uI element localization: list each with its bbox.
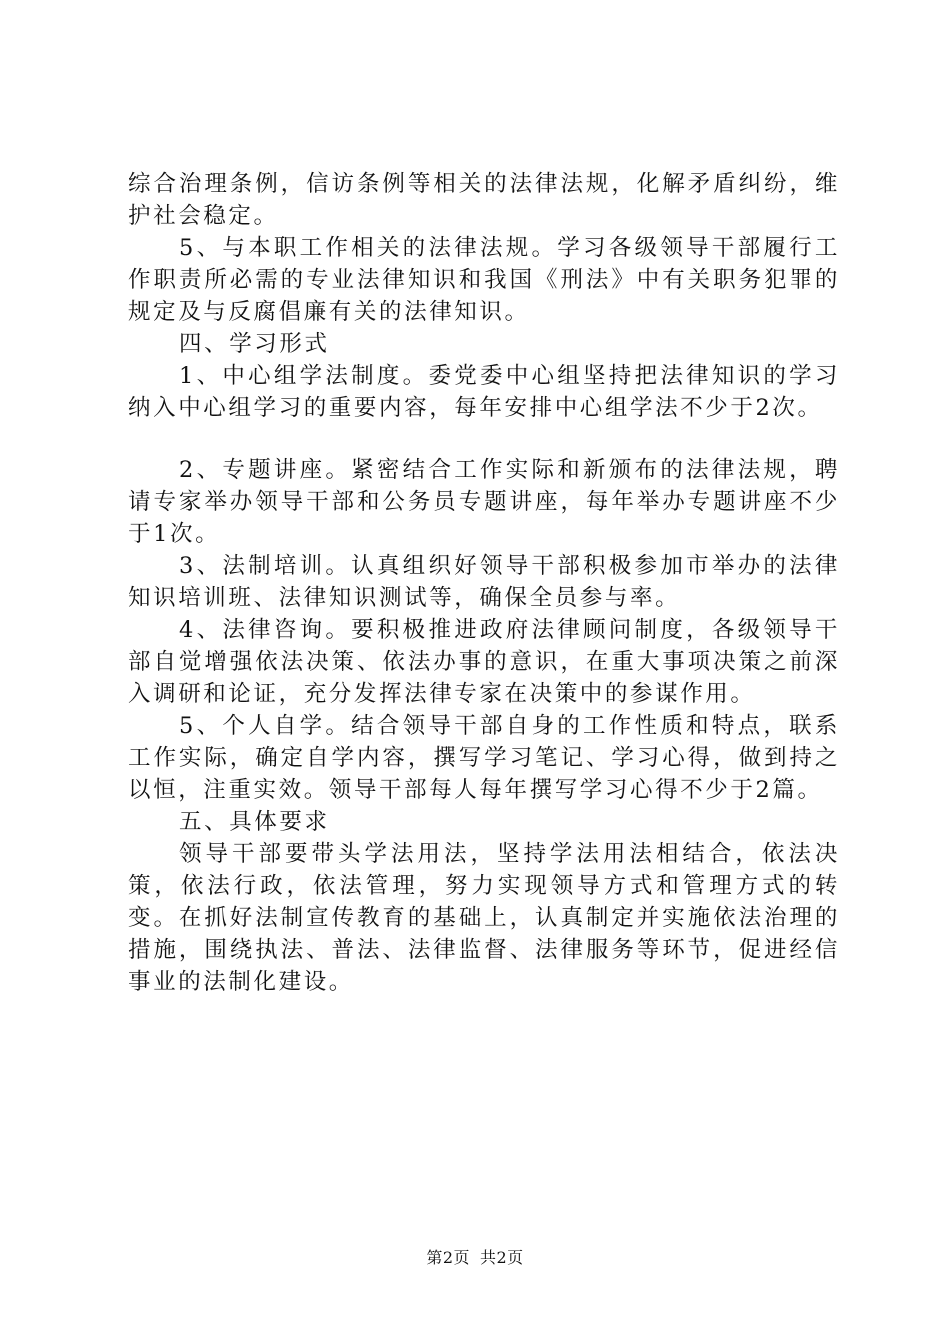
paragraph-item-4-consulting: 4、法律咨询。要积极推进政府法律顾问制度，各级领导干部自觉增强依法决策、依法办事的意识，在重大事项决策之前深入调研和论证，充分发挥法律专家在决策中的参谋作用。 bbox=[128, 617, 840, 707]
paragraph-item-3-training: 3、法制培训。认真组织好领导干部积极参加市举办的法律知识培训班、法律知识测试等，确保全员参与率。 bbox=[128, 553, 840, 611]
paragraph-item-5-laws: 5、与本职工作相关的法律法规。学习各级领导干部履行工作职责所必需的专业法律知识和我国《刑法》中有关职务犯罪的规定及与反腐倡廉有关的法律知识。 bbox=[128, 235, 840, 325]
paragraph-item-2-lectures: 2、专题讲座。紧密结合工作实际和新颁布的法律法规，聘请专家举办领导干部和公务员专题讲座，每年举办专题讲座不少于1次。 bbox=[128, 457, 840, 547]
page-number: 第2页 bbox=[426, 1248, 470, 1267]
section-heading-study-forms: 四、学习形式 bbox=[179, 331, 330, 357]
paragraph-continuation: 综合治理条例，信访条例等相关的法律法规，化解矛盾纠纷，维护社会稳定。 bbox=[128, 171, 840, 229]
paragraph-requirements: 领导干部要带头学法用法，坚持学法用法相结合，依法决策，依法行政，依法管理，努力实现领导方式和管理方式的转变。在抓好法制宣传教育的基础上，认真制定并实施依法治理的措施，围绕执法、普法、法律监督、法律服务等环节，促进经信事业的法制化建设。 bbox=[128, 841, 840, 995]
page-footer bbox=[0, 1245, 950, 1268]
paragraph-item-1-center-group: 1、中心组学法制度。委党委中心组坚持把法律知识的学习纳入中心组学习的重要内容，每年安排中心组学法不少于2次。 bbox=[128, 363, 840, 421]
document-body bbox=[128, 168, 840, 998]
section-heading-requirements: 五、具体要求 bbox=[179, 809, 330, 835]
paragraph-item-5-self-study: 5、个人自学。结合领导干部自身的工作性质和特点，联系工作实际，确定自学内容，撰写学习笔记、学习心得，做到持之以恒，注重实效。领导干部每人每年撰写学习心得不少于2篇。 bbox=[128, 713, 840, 803]
page-total: 共2页 bbox=[480, 1248, 524, 1267]
